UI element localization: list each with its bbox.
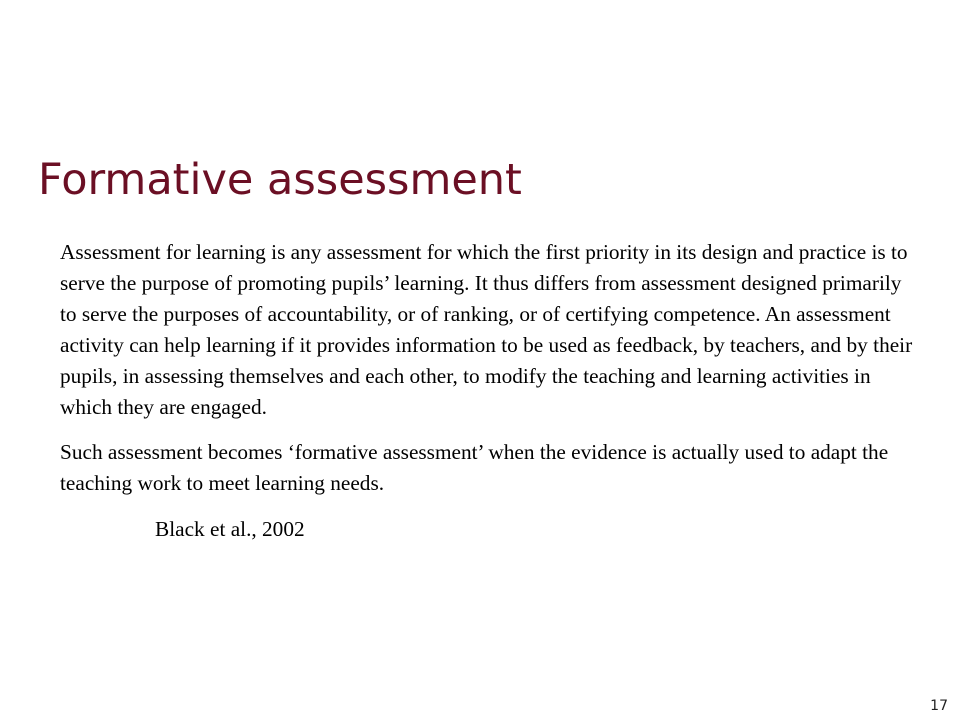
slide-body xyxy=(60,237,920,545)
page-number: 17 xyxy=(930,698,948,714)
paragraph-definition: Assessment for learning is any assessment for which the first priority in its design and practice is to serve the purpose of promoting pupils’ learning. It thus differs from assessment designed primarily to serve the purposes of accountability, or of ranking, or of certifying competence. An assessment activity can help learning if it provides information to be used as feedback, by teachers, and by their pupils, in assessing themselves and each other, to modify the teaching and learning activities in which they are engaged. xyxy=(60,240,913,419)
citation: Black et al., 2002 xyxy=(155,517,305,541)
slide-title: Formative assessment xyxy=(38,155,522,205)
paragraph-formative: Such assessment becomes ‘formative assessment’ when the evidence is actually used to adapt the teaching work to meet learning needs. xyxy=(60,440,889,495)
